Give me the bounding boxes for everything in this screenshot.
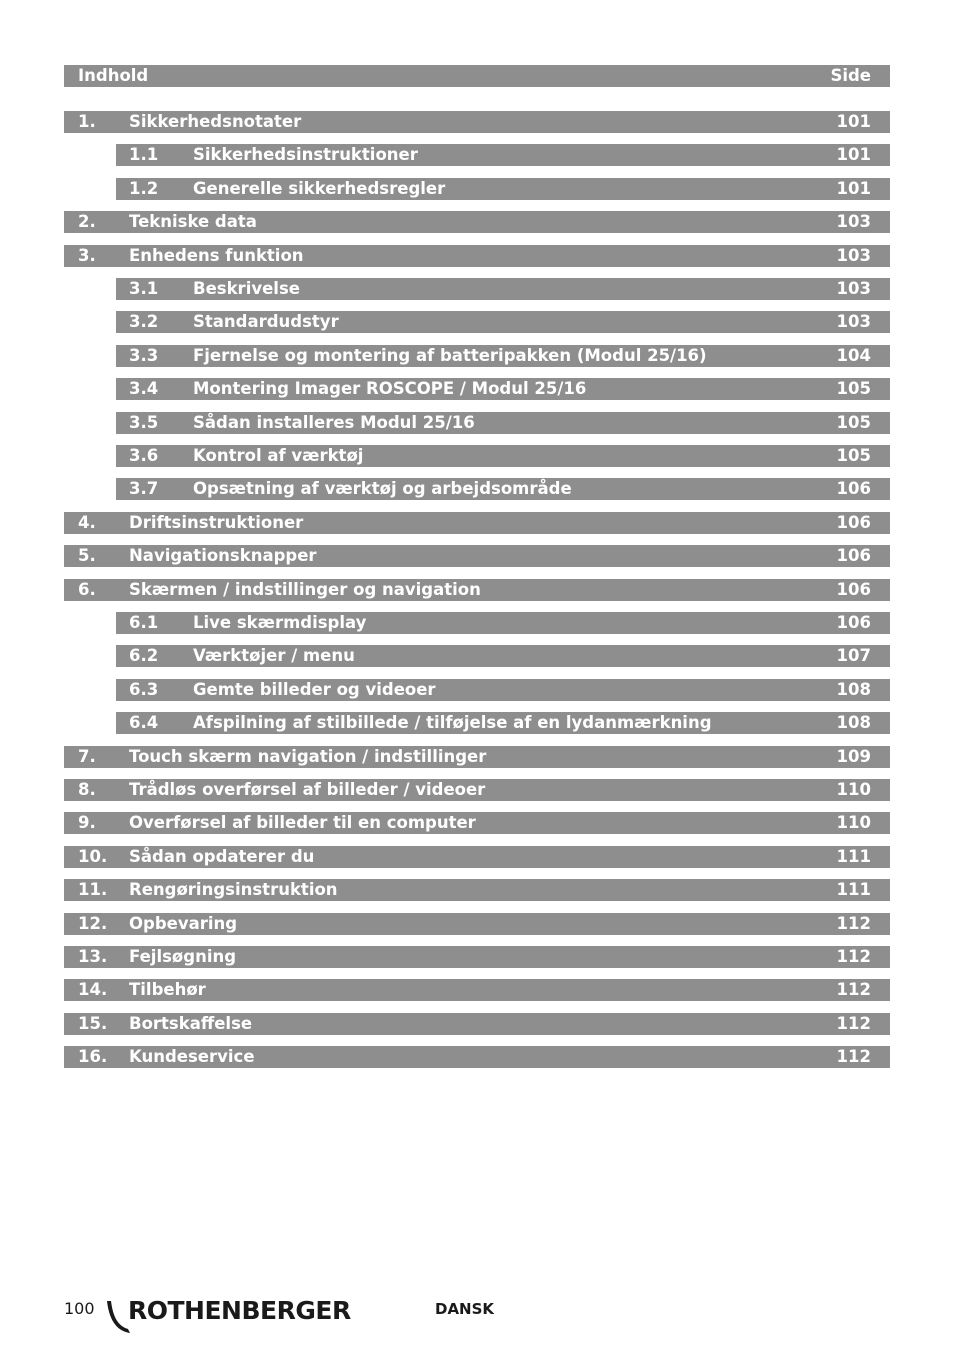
toc-entry-page: 111 [836,847,871,866]
toc-entry-title: Skærmen / indstillinger og navigation [129,580,481,599]
toc-entry-number: 1.2 [129,179,159,198]
toc-entry-title: Rengøringsinstruktion [129,880,338,899]
toc-entry-title: Fjernelse og montering af batteripakken (Modul 25/16) [193,346,707,365]
toc-entry-page: 103 [836,246,871,265]
toc-entry-page: 110 [836,813,871,832]
toc-entry-number: 3.7 [129,479,159,498]
toc-entry-number: 3. [78,246,96,265]
toc-section-row[interactable] [64,812,890,834]
toc-entry-page: 111 [836,880,871,899]
toc-entry-page: 107 [836,646,871,665]
toc-entry-title: Navigationsknapper [129,546,317,565]
toc-entry-title: Sådan opdaterer du [129,847,315,866]
toc-subsection-row[interactable] [116,178,890,200]
toc-entry-number: 8. [78,780,96,799]
toc-subsection-row[interactable] [116,345,890,367]
toc-entry-number: 7. [78,747,96,766]
toc-subsection-row[interactable] [116,278,890,300]
toc-entry-title: Standardudstyr [193,312,339,331]
toc-entry-title: Sådan installeres Modul 25/16 [193,413,475,432]
toc-entry-number: 1.1 [129,145,159,164]
toc-entry-title: Beskrivelse [193,279,300,298]
toc-entry-title: Bortskaffelse [129,1014,253,1033]
toc-entry-page: 105 [836,413,871,432]
toc-entry-page: 112 [836,980,871,999]
toc-section-row[interactable] [64,211,890,233]
toc-entry-number: 11. [78,880,108,899]
toc-entry-title: Sikkerhedsnotater [129,112,302,131]
toc-entry-page: 101 [836,112,871,131]
toc-header [64,65,890,87]
toc-entry-title: Montering Imager ROSCOPE / Modul 25/16 [193,379,587,398]
toc-entry-number: 16. [78,1047,108,1066]
toc-subsection-row[interactable] [116,645,890,667]
toc-section-row[interactable] [64,545,890,567]
toc-entry-page: 106 [836,580,871,599]
toc-entry-page: 101 [836,179,871,198]
toc-section-row[interactable] [64,512,890,534]
toc-header-page-label: Side [830,66,871,85]
toc-entry-number: 6.2 [129,646,159,665]
toc-entry-title: Touch skærm navigation / indstillinger [129,747,487,766]
toc-entry-number: 3.1 [129,279,159,298]
toc-entry-page: 105 [836,446,871,465]
toc-header-title: Indhold [78,66,149,85]
toc-entry-page: 101 [836,145,871,164]
toc-entry-page: 106 [836,613,871,632]
toc-entry-number: 3.5 [129,413,159,432]
toc-entry-page: 109 [836,747,871,766]
toc-entry-page: 108 [836,713,871,732]
toc-entry-title: Tekniske data [129,212,257,231]
brand-logo [100,1293,350,1337]
toc-subsection-row[interactable] [116,679,890,701]
toc-entry-title: Gemte billeder og videoer [193,680,436,699]
toc-entry-number: 6.1 [129,613,159,632]
toc-entry-number: 12. [78,914,108,933]
toc-entry-page: 103 [836,279,871,298]
toc-entry-number: 13. [78,947,108,966]
toc-entry-title: Fejlsøgning [129,947,237,966]
toc-section-row[interactable] [64,245,890,267]
toc-entry-page: 105 [836,379,871,398]
toc-entry-page: 112 [836,1047,871,1066]
toc-subsection-row[interactable] [116,144,890,166]
toc-entry-page: 108 [836,680,871,699]
toc-entry-number: 3.2 [129,312,159,331]
toc-entry-page: 110 [836,780,871,799]
toc-section-row[interactable] [64,913,890,935]
toc-section-row[interactable] [64,779,890,801]
toc-entry-number: 5. [78,546,96,565]
toc-section-row[interactable] [64,979,890,1001]
toc-entry-title: Overførsel af billeder til en computer [129,813,476,832]
toc-entry-title: Afspilning af stilbillede / tilføjelse af en lydanmærkning [193,713,712,732]
toc-section-row[interactable] [64,846,890,868]
toc-entry-title: Opsætning af værktøj og arbejdsområde [193,479,572,498]
brand-name: ROTHENBERGER [128,1296,351,1325]
toc-entry-title: Værktøjer / menu [193,646,355,665]
toc-entry-page: 112 [836,914,871,933]
toc-entry-title: Tilbehør [129,980,206,999]
toc-entry-number: 4. [78,513,96,532]
toc-entry-number: 3.4 [129,379,159,398]
toc-entry-number: 10. [78,847,108,866]
toc-entry-number: 1. [78,112,96,131]
toc-section-row[interactable] [64,1046,890,1068]
toc-entry-page: 106 [836,479,871,498]
toc-entry-title: Driftsinstruktioner [129,513,304,532]
toc-entry-number: 14. [78,980,108,999]
toc-subsection-row[interactable] [116,412,890,434]
toc-section-row[interactable] [64,579,890,601]
toc-entry-number: 6. [78,580,96,599]
toc-entry-title: Live skærmdisplay [193,613,367,632]
toc-subsection-row[interactable] [116,712,890,734]
toc-entry-page: 106 [836,546,871,565]
toc-entry-page: 103 [836,312,871,331]
toc-entry-page: 112 [836,947,871,966]
toc-entry-number: 15. [78,1014,108,1033]
page-number: 100 [64,1299,95,1318]
toc-entry-title: Enhedens funktion [129,246,304,265]
toc-subsection-row[interactable] [116,445,890,467]
toc-subsection-row[interactable] [116,478,890,500]
toc-entry-number: 9. [78,813,96,832]
toc-entry-number: 3.3 [129,346,159,365]
toc-entry-page: 104 [836,346,871,365]
toc-section-row[interactable] [64,946,890,968]
toc-entry-title: Sikkerhedsinstruktioner [193,145,418,164]
toc-entry-page: 106 [836,513,871,532]
toc-entry-number: 6.3 [129,680,159,699]
toc-section-row[interactable] [64,746,890,768]
toc-section-row[interactable] [64,879,890,901]
toc-section-row[interactable] [64,1013,890,1035]
toc-entry-number: 3.6 [129,446,159,465]
toc-entry-title: Opbevaring [129,914,238,933]
toc-entry-title: Kontrol af værktøj [193,446,364,465]
toc-entry-title: Kundeservice [129,1047,255,1066]
toc-subsection-row[interactable] [116,612,890,634]
toc-entry-number: 2. [78,212,96,231]
toc-subsection-row[interactable] [116,378,890,400]
toc-entry-page: 103 [836,212,871,231]
toc-entry-page: 112 [836,1014,871,1033]
language-label: DANSK [435,1300,495,1318]
toc-section-row[interactable] [64,111,890,133]
toc-entry-number: 6.4 [129,713,159,732]
toc-subsection-row[interactable] [116,311,890,333]
toc-entry-title: Trådløs overførsel af billeder / videoer [129,780,486,799]
toc-entry-title: Generelle sikkerhedsregler [193,179,446,198]
